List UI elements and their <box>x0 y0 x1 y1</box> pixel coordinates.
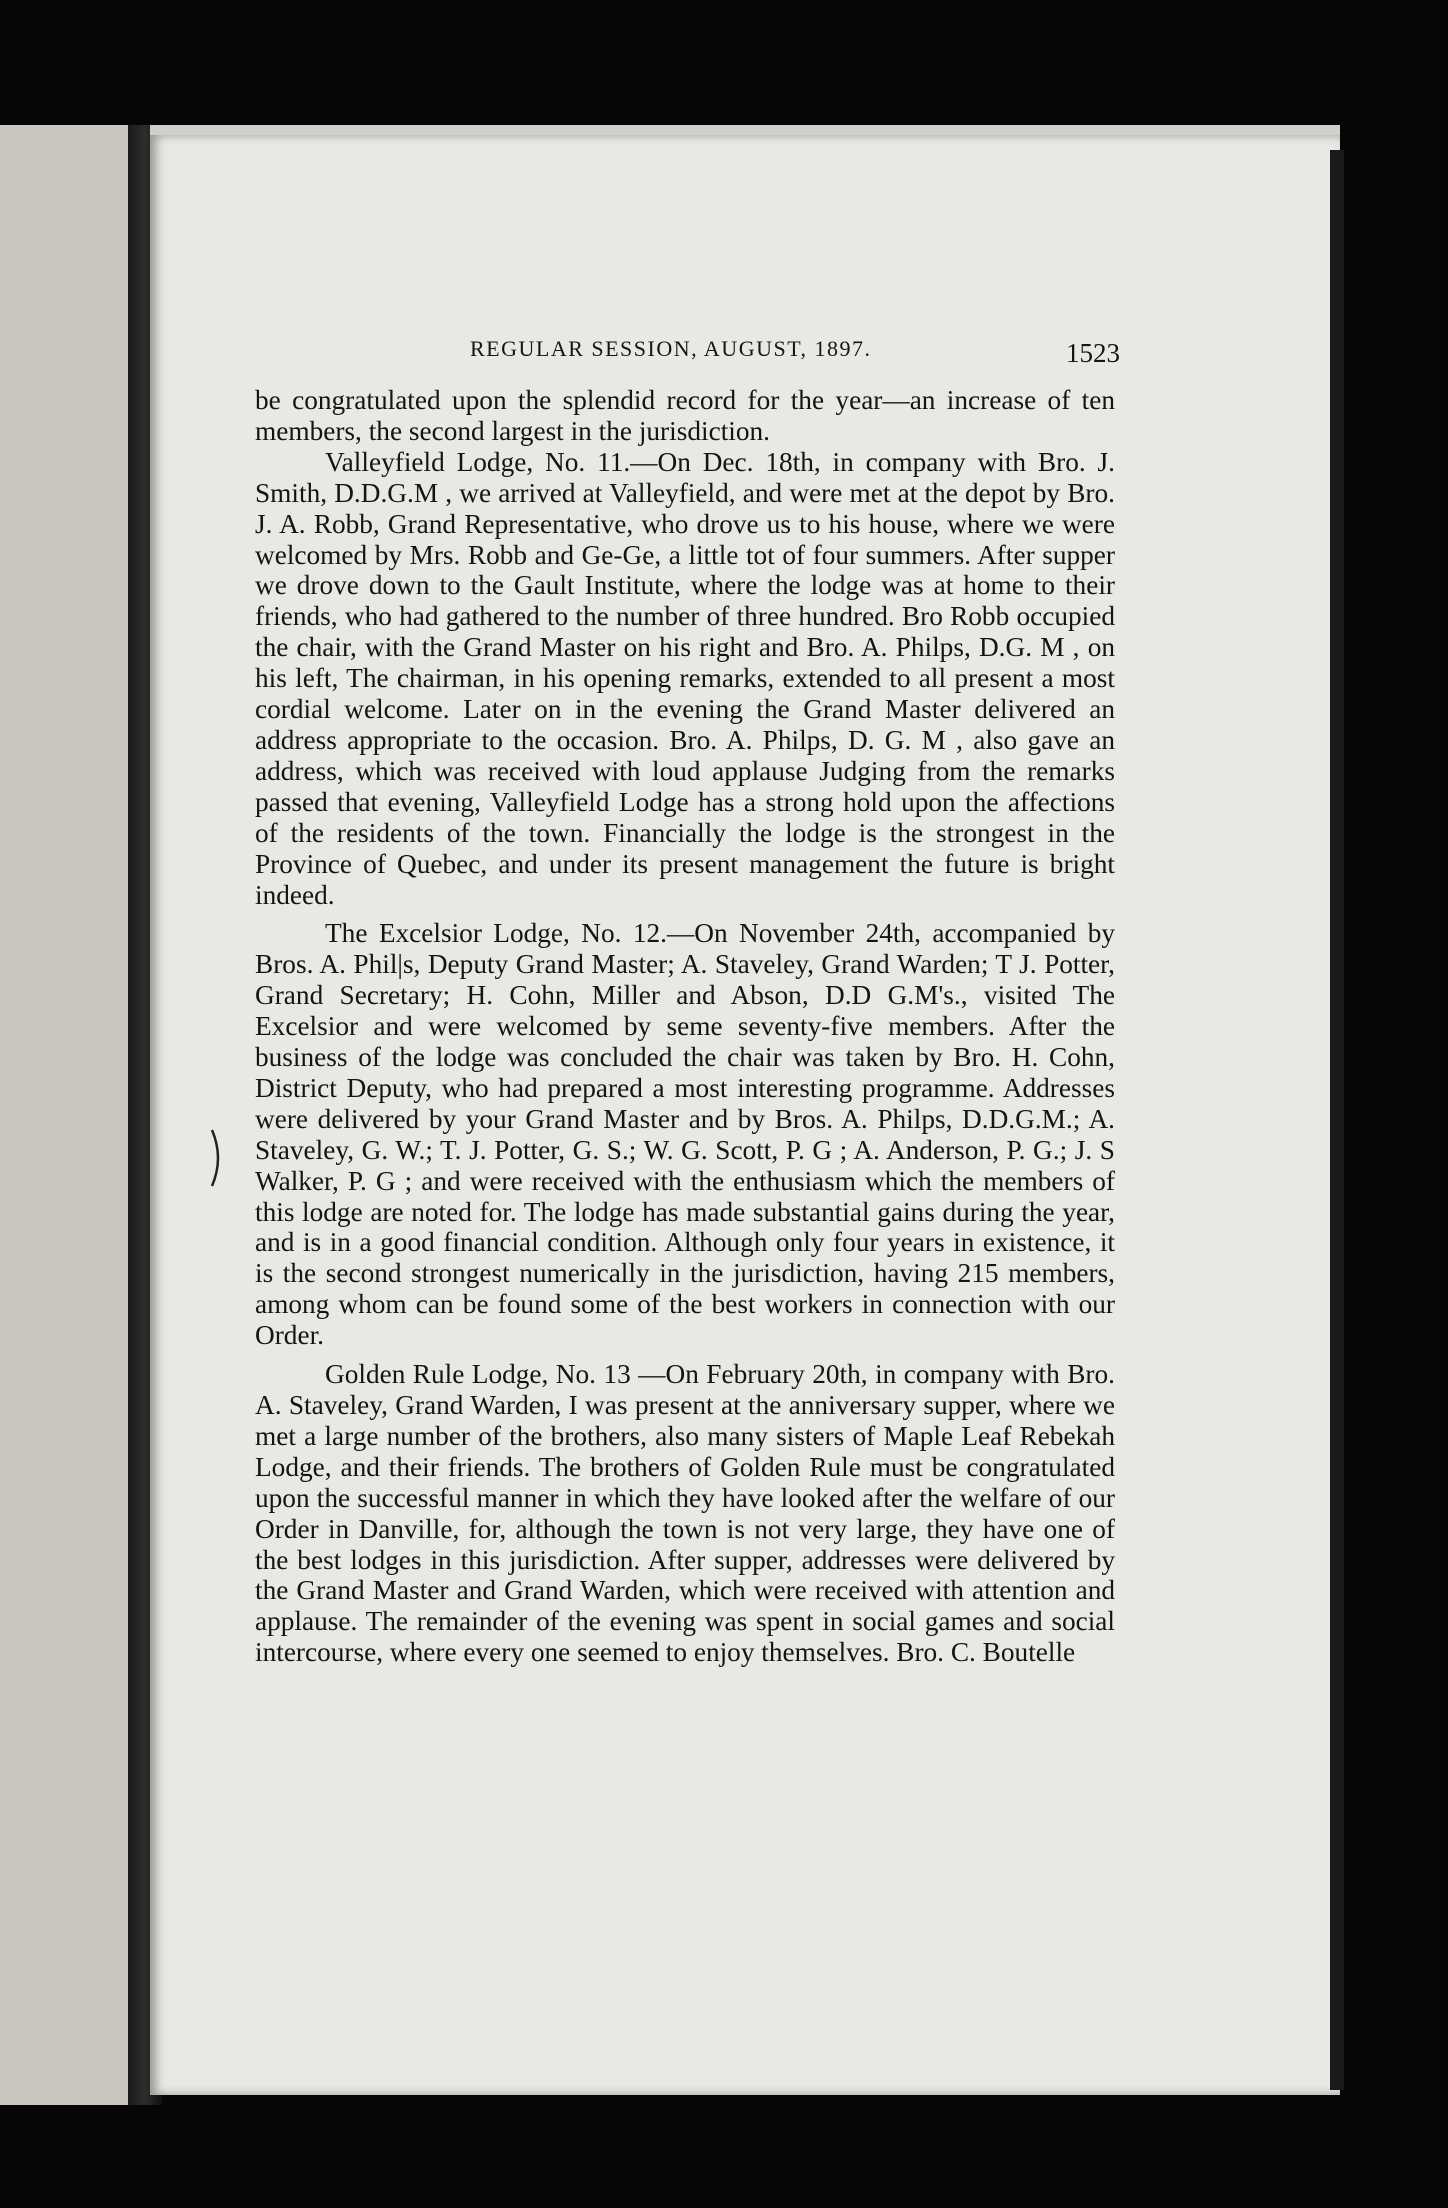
paragraph-valleyfield-lodge: Valleyfield Lodge, No. 11.—On Dec. 18th, in company with Bro. J. Smith, D.D.G.M , we arrived at Valleyfield, and were met at the depot by Bro. J. A. Robb, Grand Representative, who drove us to his house, where we were welcomed by Mrs. Robb and Ge-Ge, a little tot of four summers. After supper we drove down to the Gault Institute, where the lodge was at home to their friends, who had gathered to the number of three hundred. Bro Robb occupied the chair, with the Grand Master on his right and Bro. A. Philps, D.G. M , on his left, The chairman, in his opening remarks, extended to all present a most cordial welcome. Later on in the evening the Grand Master delivered an address appropriate to the occasion. Bro. A. Philps, D. G. M , also gave an address, which was received with loud applause Judging from the remarks passed that evening, Valleyfield Lodge has a strong hold upon the affections of the residents of the town. Financially the lodge is the strongest in the Province of Quebec, and under its present management the future is bright indeed. <box>255 446 1115 910</box>
paragraph-golden-rule-lodge: Golden Rule Lodge, No. 13 —On February 20th, in company with Bro. A. Staveley, Grand Warden, I was present at the anniversary supper, where we met a large number of the brothers, also many sisters of Maple Leaf Rebekah Lodge, and their friends. The brothers of Golden Rule must be congratulated upon the successful manner in which they have looked after the welfare of our Order in Danville, for, although the town is not very large, they have one of the best lodges in this jurisdiction. After supper, addresses were delivered by the Grand Master and Grand Warden, which were received with attention and applause. The remainder of the evening was spent in social games and social intercourse, where every one seemed to enjoy themselves. Bro. C. Boutelle <box>255 1359 1115 1668</box>
margin-bracket-mark <box>208 1128 228 1188</box>
paragraph-excelsior-lodge: The Excelsior Lodge, No. 12.—On November 24th, accompanied by Bros. A. Phil|s, Deputy Grand Master; A. Staveley, Grand Warden; T J. Potter, Grand Secretary; H. Cohn, Miller and Abson, D.D G.M's., visited The Excelsior and were welcomed by seme seventy-five members. After the business of the lodge was concluded the chair was taken by Bro. H. Cohn, District Deputy, who had prepared a most interesting programme. Addresses were delivered by your Grand Master and by Bros. A. Philps, D.D.G.M.; A. Staveley, G. W.; T. J. Potter, G. S.; W. G. Scott, P. G ; A. Anderson, P. G.; J. S Walker, P. G ; and were received with the enthusiasm which the members of this lodge are noted for. The lodge has made substantial gains during the year, and is in a good financial condition. Although only four years in existence, it is the second strongest numerically in the jurisdiction, having 215 members, among whom can be found some of the best workers in connection with our Order. <box>255 918 1115 1351</box>
body-text <box>255 385 1115 1668</box>
previous-page-edge <box>0 125 132 2105</box>
page-number: 1523 <box>1066 338 1120 368</box>
paragraph-continuation: be congratulated upon the splendid record for the year—an increase of ten members, the second largest in the jurisdiction. <box>255 385 1115 446</box>
running-head: REGULAR SESSION, AUGUST, 1897. <box>470 336 872 361</box>
page-header <box>470 336 1120 370</box>
page-right-edge <box>1330 150 1344 2090</box>
